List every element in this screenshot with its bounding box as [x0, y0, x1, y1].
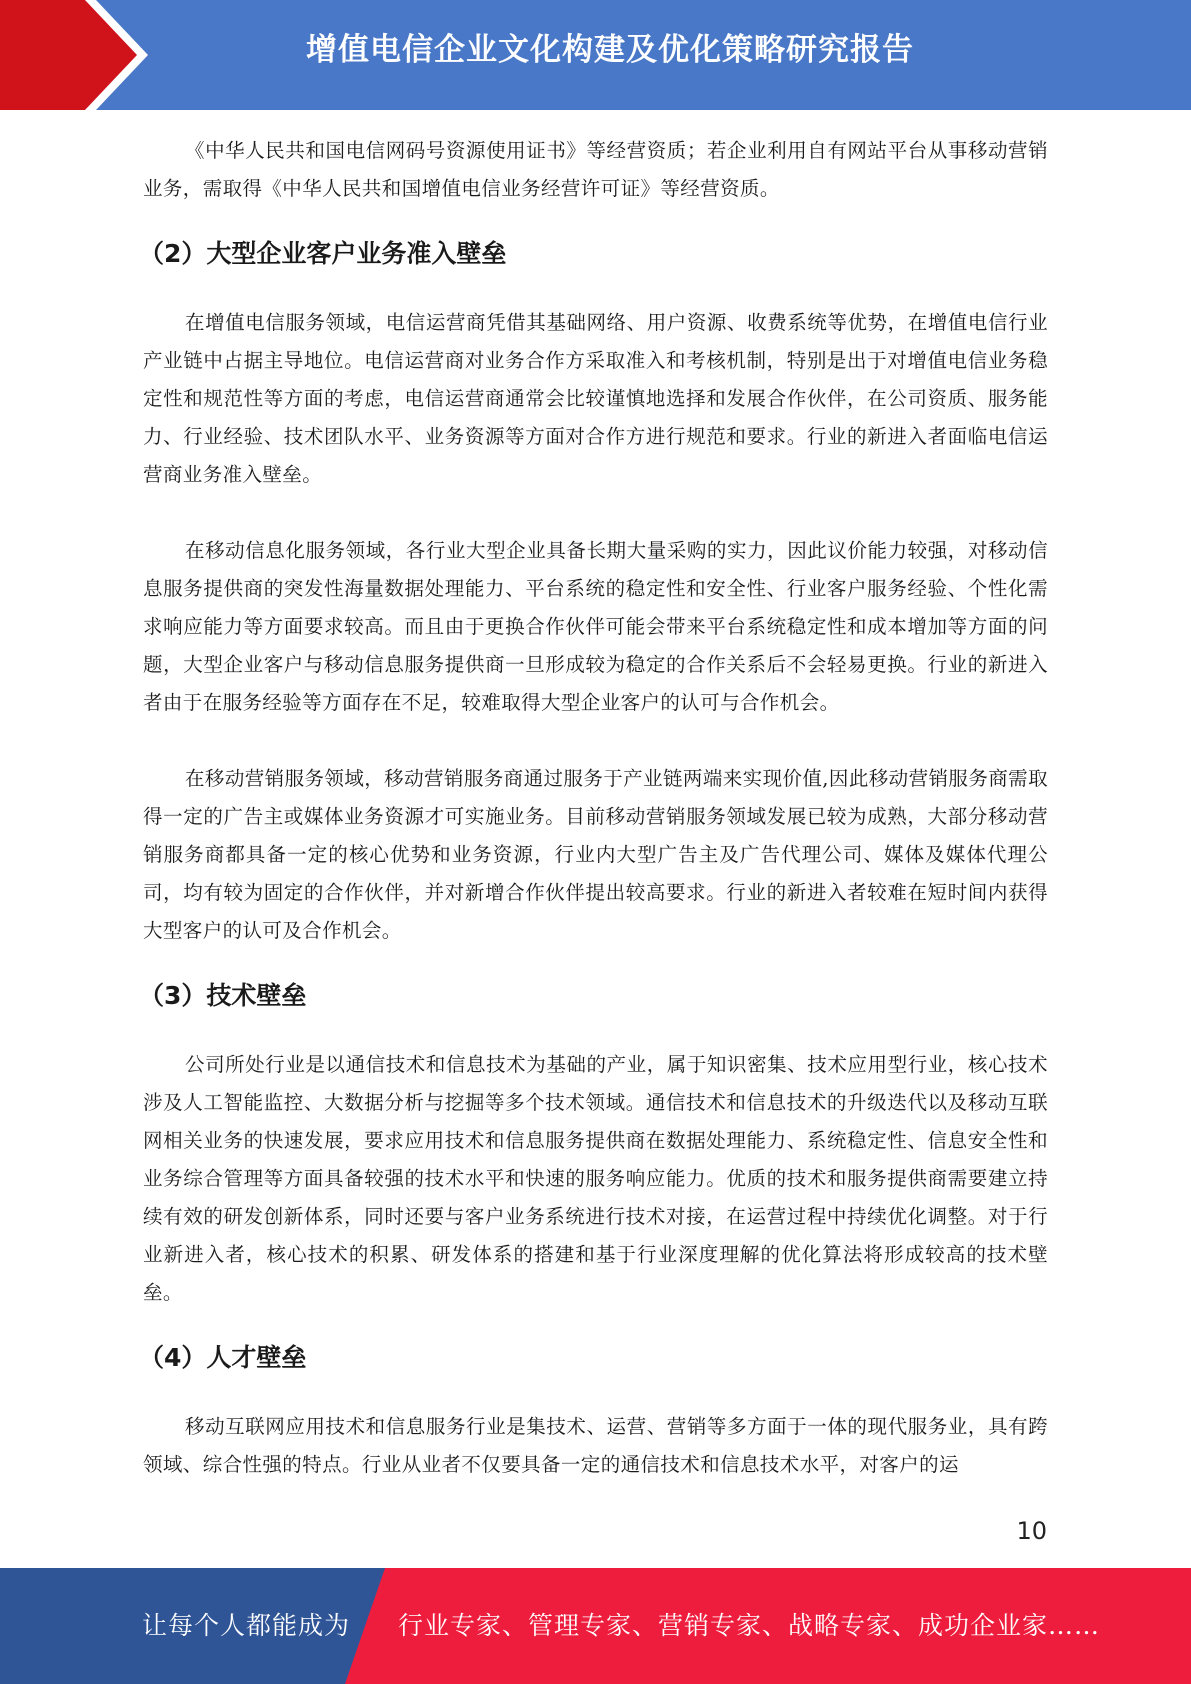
section3-paragraph-1: 公司所处行业是以通信技术和信息技术为基础的产业，属于知识密集、技术应用型行业，核心技术涉及人工智能监控、大数据分析与挖掘等多个技术领域。通信技术和信息技术的升级迭代以及移动互联网相关业务的快速发展，要求应用技术和信息服务提供商在数据处理能力、系统稳定性、信息安全性和业务综合管理等方面具备较强的技术水平和快速的服务响应能力。优质的技术和服务提供商需要建立持续有效的研发创新体系，同时还要与客户业务系统进行技术对接，在运营过程中持续优化调整。对于行业新进入者，核心技术的积累、研发体系的搭建和基于行业深度理解的优化算法将形成较高的技术壁垒。 [143, 1053, 1048, 1304]
section4-paragraph-1: 移动互联网应用技术和信息服务行业是集技术、运营、营销等多方面于一体的现代服务业，具有跨领域、综合性强的特点。行业从业者不仅要具备一定的通信技术和信息技术水平，对客户的运 [143, 1415, 1048, 1476]
footer-slogan-left: 让每个人都能成为 [142, 1611, 351, 1640]
section2-paragraph-2: 在移动信息化服务领域，各行业大型企业具备长期大量采购的实力，因此议价能力较强，对移动信息服务提供商的突发性海量数据处理能力、平台系统的稳定性和安全性、行业客户服务经验、个性化需求响应能力等方面要求较高。而且由于更换合作伙伴可能会带来平台系统稳定性和成本增加等方面的问题，大型企业客户与移动信息服务提供商一旦形成较为稳定的合作关系后不会轻易更换。行业的新进入者由于在服务经验等方面存在不足，较难取得大型企业客户的认可与合作机会。 [143, 539, 1048, 714]
document-body [139, 132, 1048, 1484]
page-header [0, 0, 1191, 110]
section-heading-4: （4）人才壁垒 [139, 1343, 307, 1372]
paragraph-gap [143, 494, 1048, 532]
footer-slogan-right: 行业专家、管理专家、营销专家、战略专家、成功企业家…… [398, 1611, 1101, 1640]
section-heading-3: （3）技术壁垒 [139, 981, 307, 1010]
page-number: 10 [1016, 1517, 1047, 1545]
header-arrow-decoration [0, 0, 150, 110]
section-heading-2: （2）大型企业客户业务准入壁垒 [139, 239, 507, 268]
paragraph-gap [143, 722, 1048, 760]
section2-paragraph-1: 在增值电信服务领域，电信运营商凭借其基础网络、用户资源、收费系统等优势，在增值电信行业产业链中占据主导地位。电信运营商对业务合作方采取准入和考核机制，特别是出于对增值电信业务稳定性和规范性等方面的考虑，电信运营商通常会比较谨慎地选择和发展合作伙伴，在公司资质、服务能力、行业经验、技术团队水平、业务资源等方面对合作方进行规范和要求。行业的新进入者面临电信运营商业务准入壁垒。 [143, 311, 1048, 486]
intro-paragraph: 《中华人民共和国电信网码号资源使用证书》等经营资质；若企业利用自有网站平台从事移动营销业务，需取得《中华人民共和国增值电信业务经营许可证》等经营资质。 [143, 139, 1048, 200]
section2-paragraph-3: 在移动营销服务领域，移动营销服务商通过服务于产业链两端来实现价值,因此移动营销服务商需取得一定的广告主或媒体业务资源才可实施业务。目前移动营销服务领域发展已较为成熟，大部分移动营销服务商都具备一定的核心优势和业务资源，行业内大型广告主及广告代理公司、媒体及媒体代理公司，均有较为固定的合作伙伴，并对新增合作伙伴提出较高要求。行业的新进入者较难在短时间内获得大型客户的认可及合作机会。 [143, 767, 1048, 942]
page-footer [0, 1568, 1191, 1684]
report-title: 增值电信企业文化构建及优化策略研究报告 [306, 32, 914, 68]
